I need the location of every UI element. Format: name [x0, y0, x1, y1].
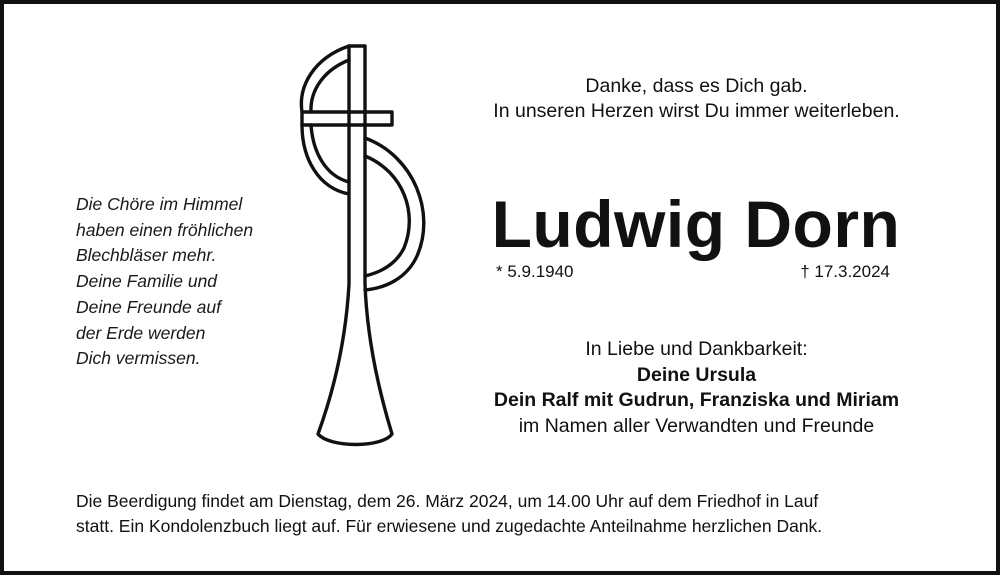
- birth-date: * 5.9.1940: [496, 262, 574, 281]
- poem-line: Die Chöre im Himmel: [76, 194, 243, 214]
- memorial-poem: [76, 192, 253, 372]
- poem-line: Deine Freunde auf: [76, 296, 221, 317]
- deceased-name: Ludwig Dorn: [491, 187, 901, 261]
- quote-line-2: In unseren Herzen wirst Du immer weiterleben.: [493, 100, 900, 122]
- death-date: † 17.3.2024: [800, 262, 890, 281]
- mourner-family: Dein Ralf mit Gudrun, Franziska und Miriam: [493, 389, 900, 411]
- mourners-block: [424, 337, 969, 439]
- mourners-relatives: im Namen aller Verwandten und Freunde: [518, 414, 875, 437]
- funeral-line-1: Die Beerdigung findet am Dienstag, dem 26. März 2024, um 14.00 Uhr auf dem Friedhof in Lauf: [76, 491, 819, 511]
- poem-line: haben einen fröhlichen: [76, 219, 254, 240]
- poem-line: Dich vermissen.: [76, 348, 201, 369]
- poem-line: Blechbläser mehr.: [76, 245, 217, 266]
- mourners-intro: In Liebe und Dankbarkeit:: [585, 338, 808, 360]
- funeral-line-2: statt. Ein Kondolenzbuch liegt auf. Für erwiesene und zugedachte Anteilnahme herzlichen Dank.: [76, 515, 823, 536]
- poem-line: Deine Familie und: [76, 271, 218, 292]
- funeral-info: [76, 489, 822, 538]
- quote-line-1: Danke, dass es Dich gab.: [585, 75, 808, 97]
- memorial-quote: [424, 74, 969, 124]
- mourner-spouse: Deine Ursula: [636, 363, 757, 386]
- cross-trumpet-icon: [286, 38, 431, 448]
- poem-line: der Erde werden: [76, 322, 206, 343]
